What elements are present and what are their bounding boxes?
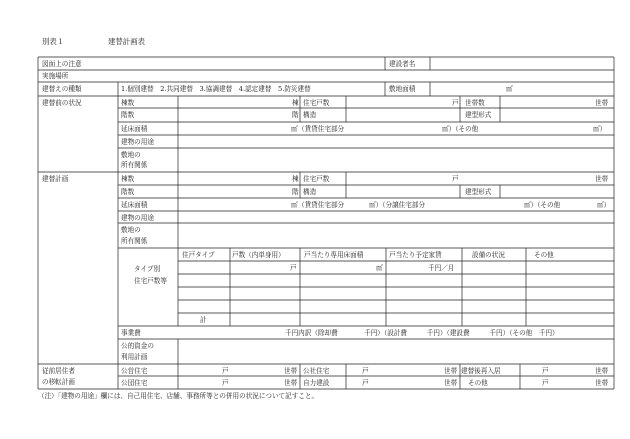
plan-use-label: 建物の用途 (121, 214, 154, 222)
type-col-header: 戸数（内単身用） (232, 251, 285, 259)
relocation-cell: 戸 (222, 367, 229, 375)
plan-floors-label: 階数 (121, 188, 135, 196)
page-title: 建替計画表 (108, 37, 145, 46)
type-row-unit: 千円／月 (428, 264, 455, 272)
plan-floor-area-unit: ㎡ (291, 201, 298, 209)
before-land-label-2: 所有関係 (121, 161, 148, 169)
before-floors-label: 階数 (121, 111, 135, 119)
relocation-cell: 公営住宅 (121, 367, 148, 375)
relocation-cell: 戸 (542, 367, 549, 375)
type-row-unit: 戸 (290, 264, 297, 272)
relocation-cell: 建替後再入居 (461, 367, 501, 375)
site-label: 実施場所 (42, 72, 69, 80)
relocation-label-2: の移転計画 (42, 378, 75, 386)
relocation-cell: 世帯 (284, 379, 298, 387)
units-by-type-label-2: 住宅戸数等 (134, 277, 167, 285)
relocation-cell: 戸 (542, 379, 549, 387)
relocation-cell: 世帯 (595, 379, 609, 387)
cost-label: 事業費 (121, 329, 141, 337)
plan-floor-area-unit4: ㎡） (597, 201, 611, 209)
relocation-cell: 公団住宅 (121, 379, 148, 387)
type-col-header: 戸当たり予定家賃 (389, 251, 442, 259)
before-units-unit: 戸 (452, 99, 459, 107)
plan-bldg-count-label: 棟数 (121, 175, 135, 183)
plan-structure-label: 構造 (303, 188, 317, 196)
plan-units-label: 住宅戸数 (303, 175, 330, 183)
footnote: （注）「建物の用途」欄には、自己用住宅、店舗、事務所等との併用の状況について記すこと。 (38, 392, 319, 400)
before-type-label: 建型形式 (465, 111, 492, 119)
relocation-cell: 世帯 (444, 367, 458, 375)
relocation-cell: 世帯 (595, 367, 609, 375)
plan-households-unit: 世帯 (595, 175, 609, 183)
before-land-label-1: 敷地の (121, 151, 141, 159)
before-bldg-count-unit: 棟 (292, 99, 299, 107)
kind-options: 1.個別建替 2.共同建替 3.協調建替 4.認定建替 5.防災建替 (121, 85, 311, 93)
before-floor-area-unit3: ㎡） (593, 125, 607, 133)
relocation-cell: 公社住宅 (303, 367, 330, 375)
site-area-unit: ㎡ (506, 85, 513, 93)
plan-floor-area-label: 延床面積 (121, 201, 148, 209)
plan-bldg-count-unit: 棟 (292, 175, 299, 183)
plan-land-label-2: 所有関係 (121, 237, 148, 245)
units-by-type-label-1: タイプ別 (134, 265, 161, 273)
public-fund-label-2: 利用計画 (121, 353, 148, 361)
before-households-label: 世帯数 (465, 99, 485, 107)
relocation-cell: 世帯 (444, 379, 458, 387)
before-floors-unit: 階 (292, 111, 299, 119)
cost-breakdown: 千円内訳（除却費 千円）（設計費 千円）（建設費 千円）（その他 千円） (285, 329, 559, 337)
public-fund-label-1: 公的資金の (121, 342, 154, 350)
plan-units-unit: 戸 (452, 175, 459, 183)
relocation-cell: 戸 (362, 379, 369, 387)
relocation-cell: 自力建設 (303, 379, 330, 387)
relocation-cell: 戸 (362, 367, 369, 375)
before-bldg-count-label: 棟数 (121, 99, 135, 107)
type-total-label: 計 (200, 316, 207, 324)
plan-floor-area-unit3: ㎡）（その他 (524, 201, 561, 209)
site-area-label: 敷地面積 (389, 85, 416, 93)
builder-name-label: 建設者名 (389, 60, 416, 68)
relocation-cell: その他 (468, 379, 488, 387)
kind-label: 建替えの種類 (42, 85, 82, 93)
relocation-cell: 戸 (222, 379, 229, 387)
plan-floor-area-unit2: ㎡）（分譲住宅部分 (369, 201, 426, 209)
relocation-cell: 世帯 (284, 367, 298, 375)
type-col-header: 住戸タイプ (182, 251, 215, 259)
before-floor-area-label: 延床面積 (121, 125, 148, 133)
before-floor-area-unit2: ㎡）（その他 (442, 125, 479, 133)
type-col-header: その他 (534, 251, 554, 259)
notice-label: 図面上の注意 (42, 60, 82, 68)
plan-land-label-1: 敷地の (121, 226, 141, 234)
before-structure-label: 構造 (303, 111, 317, 119)
type-col-header: 戸当たり専用床面積 (304, 251, 364, 259)
before-households-unit: 世帯 (595, 99, 609, 107)
plan-floor-area-detail: （賃貸住宅部分 (298, 201, 345, 209)
type-col-header: 設備の状況 (472, 251, 505, 259)
plan-section-label: 建替計画 (42, 175, 69, 183)
before-use-label: 建物の用途 (121, 138, 154, 146)
before-units-label: 住宅戸数 (303, 99, 330, 107)
before-floor-area-detail: （賃貸住宅部分 (298, 125, 345, 133)
type-row-unit: ㎡ (376, 264, 383, 272)
table-number: 別表１ (42, 37, 65, 46)
relocation-label-1: 従前居住者 (42, 367, 75, 375)
plan-type-label: 建型形式 (465, 188, 492, 196)
before-floor-area-unit: ㎡ (291, 125, 298, 133)
plan-floors-unit: 階 (292, 188, 299, 196)
before-section-label: 建替前の状況 (42, 99, 82, 107)
